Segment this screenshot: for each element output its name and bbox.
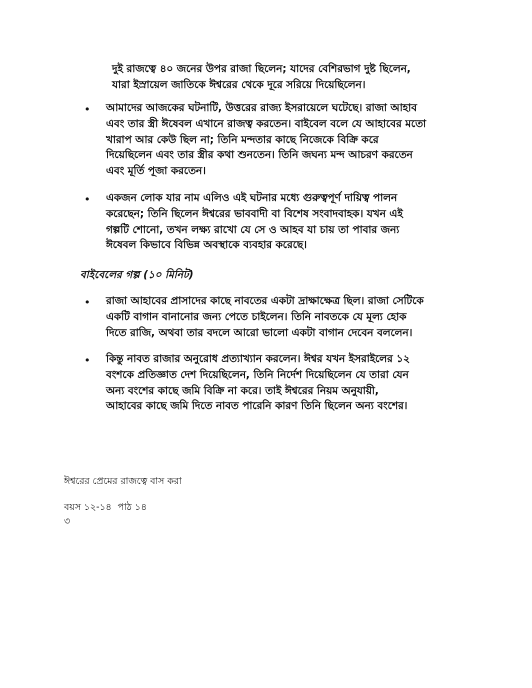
text-line: গল্পটি শোনো, তখন লক্ষ্য রাখো যে সে ও আহব যা চায় তা পাবার জন্য xyxy=(106,223,400,236)
footer-age-lesson: বয়স ১২-১৪ পাঠ ১৪ xyxy=(64,502,147,513)
bullet-paragraph-elijah xyxy=(106,191,403,254)
text-line: দুই রাজত্বে ৪০ জনের উপর রাজা ছিলেন; যাদের বেশিরভাগ দুষ্ট ছিলেন, xyxy=(112,63,411,75)
text-line: দিতে রাজি, অথবা তার বদলে আরো ভালো একটা বাগান দেবেন বললেন। xyxy=(106,326,413,339)
text-line: করেছেন; তিনি ছিলেন ঈশ্বরের ভাববাদী বা বিশেষ সংবাদবাহক। যখন এই xyxy=(106,207,403,220)
text-line: যারা ইস্রায়েল জাতিকে ঈশ্বরের থেকে দূরে সরিয়ে দিয়েছিলেন। xyxy=(112,78,366,91)
bullet-marker: • xyxy=(84,296,91,309)
text-line: এবং মূর্তি পূজা করতেন। xyxy=(106,165,206,178)
text-line: রাজা আহাবের প্রাসাদের কাছে নাবতের একটা দ্রাক্ষাক্ষেত্র ছিল। রাজা সেটিকে xyxy=(106,295,424,307)
text-line: একজন লোক যার নাম এলিও এই ঘটনার মধ্যে গুরুত্বপূর্ণ দায়িত্ব পালন xyxy=(106,192,398,204)
section-heading: বাইবেলের গল্প (১০ মিনিট) xyxy=(80,269,194,281)
bullet-paragraph-naboth-refusal xyxy=(106,352,410,415)
text-line: এবং তার স্ত্রী ঈষেবল এখানে রাজত্ব করতেন। বাইবেল বলে যে আহাবের মতো xyxy=(106,117,427,130)
text-line: আমাদের আজকের ঘটনাটি, উত্তরের রাজ্য ইসরায়েলে ঘটেছে। রাজা আহাব xyxy=(106,102,417,114)
footer-title: ঈশ্বরের প্রেমের রাজত্বে বাস করা xyxy=(64,476,182,487)
intro-paragraph xyxy=(112,62,411,94)
text-line: দিয়েছিলেন এবং তার স্ত্রীর কথা শুনতেন। তিনি জঘন্য মন্দ আচরণ করতেন xyxy=(106,149,413,162)
bullet-paragraph-vineyard xyxy=(106,294,424,341)
bullet-paragraph-ahab xyxy=(106,101,426,180)
text-line: আহাবের কাছে জমি দিতে নাবত পারেনি কারণ তিনি ছিলেন অন্য বংশের। xyxy=(106,400,408,413)
text-line: ঈষেবল কিভাবে বিভিন্ন অবস্থাকে ব্যবহার করেছে। xyxy=(106,239,307,252)
text-line: খারাপ আর কেউ ছিল না; তিনি মন্দতার কাছে নিজেকে বিক্রি করে xyxy=(106,133,379,146)
text-line: অন্য বংশের কাছে জমি বিক্রি না করে। তাই ঈশ্বরের নিয়ম অনুযায়ী, xyxy=(106,384,379,397)
bullet-marker: • xyxy=(84,193,91,206)
text-line: একটি বাগান বানানোর জন্য পেতে চাইলেন। তিনি নাবতকে যে মূল্য হোক xyxy=(106,310,407,323)
bullet-marker: • xyxy=(84,103,91,116)
text-line: কিন্তু নাবত রাজার অনুরোধ প্রত্যাখ্যান করলেন। ঈশ্বর যখন ইসরাইলের ১২ xyxy=(106,353,410,365)
footer-page-number: ৩ xyxy=(64,516,71,527)
text-line: বংশকে প্রতিজ্ঞাত দেশ দিয়েছিলেন, তিনি নির্দেশ দিয়েছিলেন যে তারা যেন xyxy=(106,368,409,381)
bullet-marker: • xyxy=(84,354,91,367)
